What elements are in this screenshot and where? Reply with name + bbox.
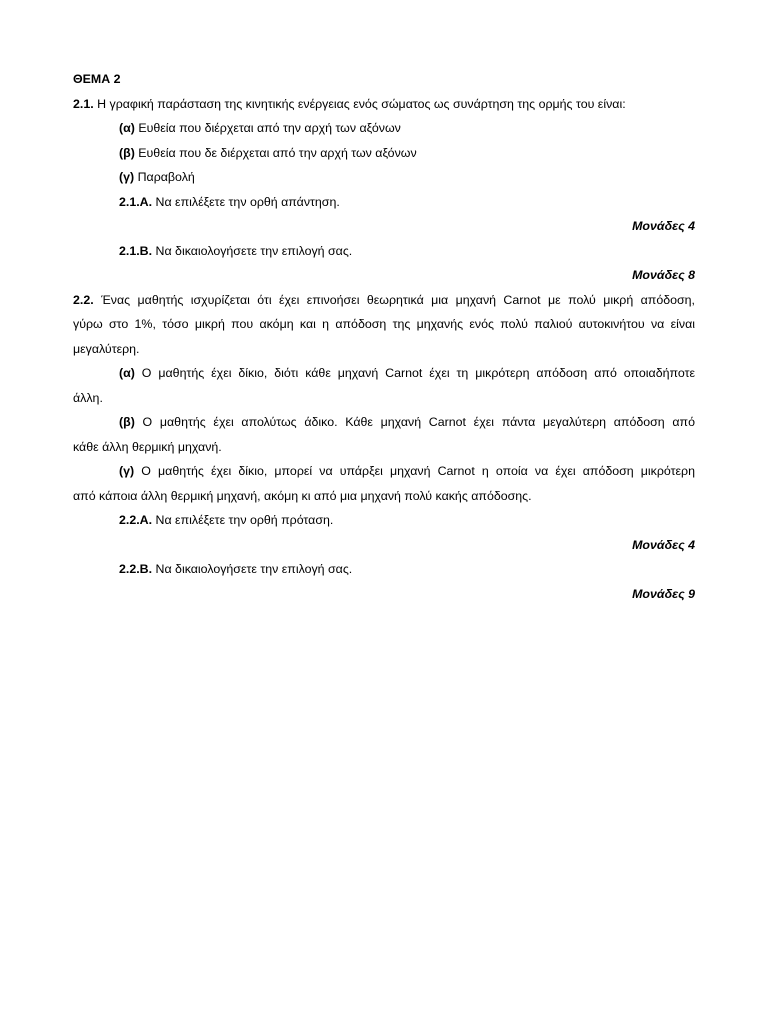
question-text: Ένας μαθητής ισχυρίζεται ότι έχει επινοήσει θεωρητικά μια μηχανή Carnot με πολύ μικρή απόδοση, bbox=[93, 292, 695, 307]
option-text: Ο μαθητής έχει απολύτως άδικο. Κάθε μηχανή Carnot έχει πάντα μεγαλύτερη απόδοση από bbox=[134, 415, 695, 429]
option-c bbox=[73, 165, 695, 190]
section-title: ΘΕΜΑ 2 bbox=[73, 72, 121, 86]
question-2-2-line-1 bbox=[73, 288, 695, 313]
subquestion-2-1-a bbox=[73, 190, 695, 215]
question-2-2-line-2: γύρω στο 1%, τόσο μικρή που ακόμη και η απόδοση της μηχανής ενός πολύ παλιού αυτοκινήτου να είναι bbox=[73, 317, 695, 331]
question-number: 2.1. bbox=[73, 96, 94, 111]
points-2-1-b: Μονάδες 8 bbox=[632, 268, 695, 282]
subquestion-label: 2.1.Β. bbox=[119, 243, 153, 258]
option-label: (γ) bbox=[119, 170, 135, 184]
points-2-2-a: Μονάδες 4 bbox=[632, 537, 695, 552]
subquestion-text: Να επιλέξετε την ορθή πρόταση. bbox=[152, 513, 334, 527]
option-text: Παραβολή bbox=[134, 170, 195, 184]
option-a bbox=[73, 116, 695, 141]
option-2-2-a-line-2: άλλη. bbox=[73, 390, 103, 405]
question-2-2-line-3: μεγαλύτερη. bbox=[73, 341, 140, 356]
subquestion-label: 2.1.Α. bbox=[119, 194, 153, 209]
subquestion-2-2-a bbox=[73, 508, 695, 533]
subquestion-label: 2.2.Β. bbox=[119, 562, 153, 576]
option-2-2-b-line-2: κάθε άλλη θερμική μηχανή. bbox=[73, 439, 222, 454]
question-2-1 bbox=[73, 92, 695, 117]
option-text: Ευθεία που διέρχεται από την αρχή των αξόνων bbox=[134, 121, 401, 135]
subquestion-2-1-b bbox=[73, 239, 695, 264]
subquestion-text: Να δικαιολογήσετε την επιλογή σας. bbox=[152, 243, 353, 258]
option-2-2-c-line-1 bbox=[73, 459, 695, 484]
subquestion-text: Να επιλέξετε την ορθή απάντηση. bbox=[152, 194, 340, 209]
question-number: 2.2. bbox=[73, 292, 94, 307]
option-text: Ο μαθητής έχει δίκιο, διότι κάθε μηχανή Carnot έχει τη μικρότερη απόδοση από οποιαδήποτε bbox=[134, 366, 695, 380]
question-text: Η γραφική παράσταση της κινητικής ενέργειας ενός σώματος ως συνάρτηση της ορμής του είναι: bbox=[93, 96, 626, 111]
option-label: (γ) bbox=[119, 464, 135, 478]
points-2-2-b: Μονάδες 9 bbox=[632, 586, 695, 601]
option-label: (α) bbox=[119, 121, 135, 135]
option-label: (α) bbox=[119, 366, 135, 380]
option-b bbox=[73, 141, 695, 166]
subquestion-2-2-b bbox=[73, 557, 695, 582]
points-2-1-a: Μονάδες 4 bbox=[632, 219, 695, 233]
option-text: Ο μαθητής έχει δίκιο, μπορεί να υπάρξει μηχανή Carnot η οποία να έχει απόδοση μικρότερη bbox=[134, 464, 695, 478]
subquestion-text: Να δικαιολογήσετε την επιλογή σας. bbox=[152, 562, 353, 576]
option-label: (β) bbox=[119, 145, 135, 160]
document-page bbox=[73, 67, 695, 606]
option-2-2-b-line-1 bbox=[73, 410, 695, 435]
option-2-2-c-line-2: από κάποια άλλη θερμική μηχανή, ακόμη κι από μια μηχανή πολύ κακής απόδοσης. bbox=[73, 488, 532, 503]
subquestion-label: 2.2.Α. bbox=[119, 513, 153, 527]
option-2-2-a-line-1 bbox=[73, 361, 695, 386]
option-label: (β) bbox=[119, 415, 135, 429]
option-text: Ευθεία που δε διέρχεται από την αρχή των αξόνων bbox=[134, 145, 417, 160]
